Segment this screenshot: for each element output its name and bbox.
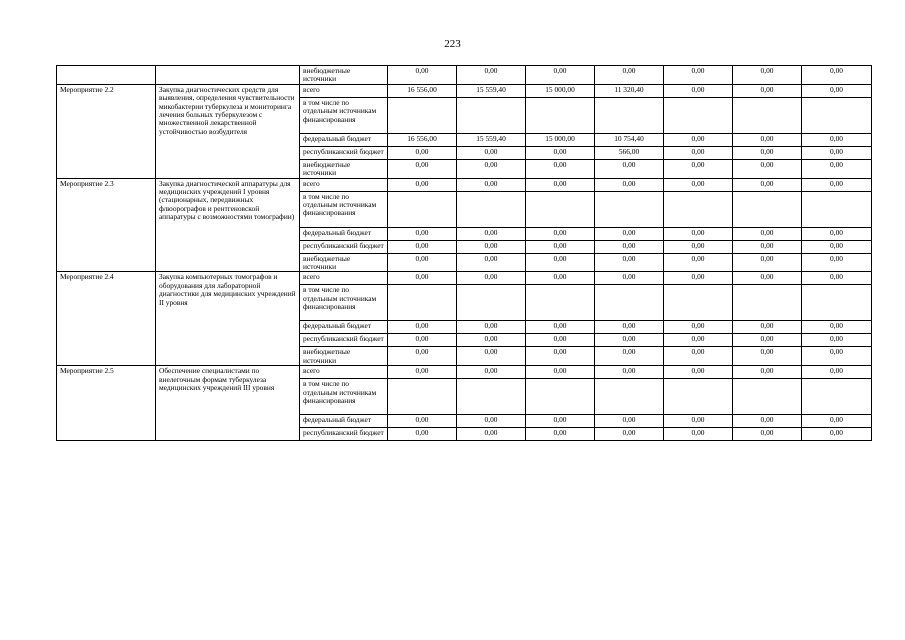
value-cell: 0,00 (733, 240, 802, 253)
value-cell: 0,00 (388, 428, 457, 441)
value-cell: 0,00 (388, 240, 457, 253)
value-cell (388, 379, 457, 415)
value-cell (526, 191, 595, 227)
value-cell (595, 97, 664, 133)
value-cell: 0,00 (664, 84, 733, 97)
value-cell: 0,00 (802, 366, 872, 379)
value-cell (802, 285, 872, 321)
measure-label-cell: Мероприятие 2.3 (57, 178, 156, 272)
value-cell: 0,00 (388, 178, 457, 191)
value-cell (457, 379, 526, 415)
value-cell: 10 754,40 (595, 133, 664, 146)
value-cell: 0,00 (526, 272, 595, 285)
value-cell: 0,00 (802, 146, 872, 159)
value-cell: 0,00 (664, 66, 733, 85)
value-cell: 0,00 (388, 272, 457, 285)
value-cell: 0,00 (733, 133, 802, 146)
page-number: 223 (444, 38, 461, 50)
value-cell: 0,00 (388, 366, 457, 379)
value-cell (733, 379, 802, 415)
value-cell: 0,00 (526, 366, 595, 379)
value-cell: 0,00 (457, 347, 526, 366)
value-cell: 0,00 (802, 347, 872, 366)
value-cell: 0,00 (457, 240, 526, 253)
budget-table (56, 65, 872, 441)
value-cell: 0,00 (388, 66, 457, 85)
value-cell (457, 285, 526, 321)
value-cell: 0,00 (733, 334, 802, 347)
value-cell: 0,00 (595, 347, 664, 366)
value-cell: 0,00 (388, 146, 457, 159)
measure-description-cell: Закупка компьютерных томографов и оборудования для лабораторной диагностики для медицинских учреждений II уровня (156, 272, 300, 366)
value-cell: 15 000,00 (526, 84, 595, 97)
value-cell: 0,00 (595, 240, 664, 253)
value-cell: 0,00 (457, 415, 526, 428)
value-cell: 0,00 (733, 415, 802, 428)
value-cell (388, 285, 457, 321)
value-cell: 0,00 (526, 334, 595, 347)
value-cell: 0,00 (388, 347, 457, 366)
value-cell: 0,00 (802, 428, 872, 441)
value-cell (664, 285, 733, 321)
funding-source-cell: в том числе по отдельным источникам финансирования (300, 285, 388, 321)
value-cell: 0,00 (664, 272, 733, 285)
value-cell (388, 97, 457, 133)
value-cell: 16 556,00 (388, 84, 457, 97)
value-cell: 0,00 (664, 428, 733, 441)
value-cell: 0,00 (526, 240, 595, 253)
funding-source-cell: в том числе по отдельным источникам финансирования (300, 379, 388, 415)
value-cell (526, 97, 595, 133)
value-cell: 0,00 (664, 133, 733, 146)
funding-source-cell: всего (300, 84, 388, 97)
value-cell: 0,00 (457, 146, 526, 159)
funding-source-cell: федеральный бюджет (300, 133, 388, 146)
value-cell: 0,00 (802, 159, 872, 178)
value-cell (595, 379, 664, 415)
value-cell (733, 97, 802, 133)
budget-table-body (57, 66, 872, 441)
value-cell: 11 320,40 (595, 84, 664, 97)
funding-source-cell: республиканский бюджет (300, 240, 388, 253)
value-cell: 0,00 (664, 178, 733, 191)
value-cell: 0,00 (457, 178, 526, 191)
funding-source-cell: федеральный бюджет (300, 415, 388, 428)
value-cell: 15 559,40 (457, 133, 526, 146)
value-cell: 0,00 (802, 178, 872, 191)
value-cell: 0,00 (595, 428, 664, 441)
value-cell: 0,00 (664, 334, 733, 347)
value-cell (526, 379, 595, 415)
measure-description-cell: Закупка диагностической аппаратуры для медицинских учреждений I уровня (стационарных, передвижных флюорографов и рентгеновской аппаратуры с возможностями томографии) (156, 178, 300, 272)
value-cell: 0,00 (733, 159, 802, 178)
value-cell (664, 191, 733, 227)
value-cell: 0,00 (802, 66, 872, 85)
value-cell: 15 559,40 (457, 84, 526, 97)
table-row (57, 272, 872, 285)
value-cell (457, 97, 526, 133)
value-cell: 0,00 (457, 66, 526, 85)
value-cell: 0,00 (595, 66, 664, 85)
value-cell (664, 379, 733, 415)
value-cell: 0,00 (664, 240, 733, 253)
table-row (57, 366, 872, 379)
value-cell: 0,00 (733, 66, 802, 85)
value-cell: 0,00 (733, 366, 802, 379)
value-cell: 0,00 (526, 428, 595, 441)
value-cell: 0,00 (526, 227, 595, 240)
value-cell: 0,00 (457, 366, 526, 379)
value-cell: 0,00 (802, 253, 872, 272)
value-cell: 0,00 (457, 272, 526, 285)
value-cell (595, 285, 664, 321)
value-cell: 0,00 (526, 178, 595, 191)
value-cell: 0,00 (526, 159, 595, 178)
funding-source-cell: федеральный бюджет (300, 227, 388, 240)
value-cell: 0,00 (388, 321, 457, 334)
value-cell: 566,00 (595, 146, 664, 159)
table-row (57, 84, 872, 97)
value-cell: 0,00 (664, 227, 733, 240)
value-cell: 0,00 (802, 240, 872, 253)
measure-label-cell: Мероприятие 2.4 (57, 272, 156, 366)
funding-source-cell: всего (300, 366, 388, 379)
value-cell: 0,00 (526, 253, 595, 272)
value-cell: 0,00 (388, 159, 457, 178)
value-cell (802, 97, 872, 133)
value-cell: 0,00 (802, 321, 872, 334)
value-cell: 0,00 (733, 84, 802, 97)
value-cell: 0,00 (457, 334, 526, 347)
value-cell (802, 379, 872, 415)
value-cell (664, 97, 733, 133)
funding-source-cell: внебюджетные источники (300, 347, 388, 366)
measure-description-cell: Закупка диагностических средств для выявления, определения чувствительности микобактерии туберкулеза и мониторинга лечения больных туберкулезом с множественной лекарственной устойчивостью возбудителя (156, 84, 300, 178)
value-cell: 0,00 (802, 272, 872, 285)
table-row (57, 66, 872, 85)
funding-source-cell: внебюджетные источники (300, 253, 388, 272)
value-cell: 0,00 (457, 253, 526, 272)
value-cell: 0,00 (388, 253, 457, 272)
funding-source-cell: республиканский бюджет (300, 428, 388, 441)
value-cell: 0,00 (595, 415, 664, 428)
value-cell: 0,00 (664, 347, 733, 366)
value-cell: 0,00 (802, 133, 872, 146)
value-cell: 0,00 (526, 146, 595, 159)
value-cell: 15 000,00 (526, 133, 595, 146)
value-cell: 0,00 (457, 159, 526, 178)
value-cell: 0,00 (664, 321, 733, 334)
value-cell: 0,00 (733, 178, 802, 191)
value-cell: 0,00 (595, 253, 664, 272)
value-cell: 0,00 (595, 366, 664, 379)
value-cell: 0,00 (595, 159, 664, 178)
measure-label-cell (57, 66, 156, 85)
value-cell (457, 191, 526, 227)
value-cell: 0,00 (664, 146, 733, 159)
value-cell: 0,00 (733, 253, 802, 272)
value-cell: 0,00 (595, 321, 664, 334)
value-cell (388, 191, 457, 227)
value-cell: 0,00 (388, 334, 457, 347)
funding-source-cell: федеральный бюджет (300, 321, 388, 334)
value-cell: 16 556,00 (388, 133, 457, 146)
measure-description-cell: Обеспечение специалистами по внелегочным формам туберкулеза медицинских учреждений III уровня (156, 366, 300, 441)
value-cell: 0,00 (388, 227, 457, 240)
value-cell: 0,00 (526, 415, 595, 428)
value-cell: 0,00 (595, 227, 664, 240)
value-cell (733, 285, 802, 321)
value-cell: 0,00 (802, 227, 872, 240)
measure-description-cell (156, 66, 300, 85)
value-cell: 0,00 (733, 321, 802, 334)
value-cell: 0,00 (664, 415, 733, 428)
value-cell: 0,00 (733, 227, 802, 240)
value-cell (733, 191, 802, 227)
value-cell (526, 285, 595, 321)
funding-source-cell: всего (300, 178, 388, 191)
value-cell (802, 191, 872, 227)
value-cell: 0,00 (802, 334, 872, 347)
value-cell: 0,00 (526, 347, 595, 366)
value-cell: 0,00 (733, 272, 802, 285)
value-cell: 0,00 (733, 347, 802, 366)
funding-source-cell: республиканский бюджет (300, 146, 388, 159)
value-cell: 0,00 (664, 159, 733, 178)
table-row (57, 178, 872, 191)
value-cell: 0,00 (733, 146, 802, 159)
value-cell: 0,00 (802, 415, 872, 428)
value-cell: 0,00 (802, 84, 872, 97)
funding-source-cell: в том числе по отдельным источникам финансирования (300, 191, 388, 227)
value-cell: 0,00 (526, 66, 595, 85)
funding-source-cell: внебюджетные источники (300, 159, 388, 178)
value-cell: 0,00 (595, 334, 664, 347)
funding-source-cell: республиканский бюджет (300, 334, 388, 347)
funding-source-cell: в том числе по отдельным источникам финансирования (300, 97, 388, 133)
funding-source-cell: всего (300, 272, 388, 285)
measure-label-cell: Мероприятие 2.5 (57, 366, 156, 441)
value-cell: 0,00 (664, 253, 733, 272)
value-cell (595, 191, 664, 227)
value-cell: 0,00 (388, 415, 457, 428)
value-cell: 0,00 (595, 272, 664, 285)
value-cell: 0,00 (457, 428, 526, 441)
value-cell: 0,00 (595, 178, 664, 191)
value-cell: 0,00 (733, 428, 802, 441)
value-cell: 0,00 (664, 366, 733, 379)
funding-source-cell: внебюджетные источники (300, 66, 388, 85)
measure-label-cell: Мероприятие 2.2 (57, 84, 156, 178)
value-cell: 0,00 (457, 321, 526, 334)
value-cell: 0,00 (457, 227, 526, 240)
value-cell: 0,00 (526, 321, 595, 334)
